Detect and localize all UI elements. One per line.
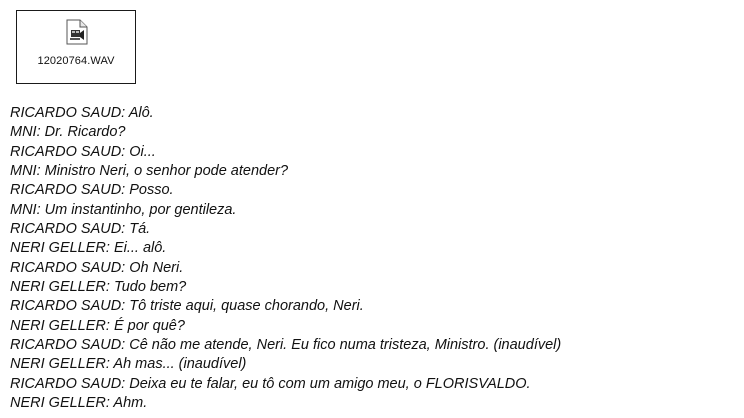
transcript-line: NERI GELLER: Ahm. (10, 395, 148, 412)
audio-file-icon (66, 19, 88, 45)
transcript-line: RICARDO SAUD: Tá. (10, 221, 151, 238)
transcript-line: NERI GELLER: Ah mas... (inaudível) (10, 356, 247, 373)
transcript-line: MNI: Dr. Ricardo? (10, 124, 126, 141)
transcript-line: RICARDO SAUD: Deixa eu te falar, eu tô com um amigo meu, o FLORISVALDO. (10, 375, 531, 392)
transcript-line: NERI GELLER: Ei... alô. (10, 240, 167, 257)
transcript-line: MNI: Ministro Neri, o senhor pode atender? (10, 163, 289, 180)
transcript-line: RICARDO SAUD: Alô. (10, 105, 154, 121)
transcript-line: RICARDO SAUD: Oh Neri. (10, 259, 184, 276)
transcript (10, 104, 740, 414)
audio-file-attachment[interactable] (16, 10, 136, 84)
transcript-line: NERI GELLER: É por quê? (10, 317, 185, 334)
transcript-line: MNI: Um instantinho, por gentileza. (10, 201, 237, 218)
transcript-line: RICARDO SAUD: Tô triste aqui, quase chorando, Neri. (10, 298, 364, 315)
transcript-line: NERI GELLER: Tudo bem? (10, 279, 187, 296)
transcript-line: RICARDO SAUD: Cê não me atende, Neri. Eu fico numa tristeza, Ministro. (inaudível) (10, 337, 562, 354)
transcript-line: RICARDO SAUD: Oi... (10, 143, 156, 160)
transcript-line: RICARDO SAUD: Posso. (10, 182, 174, 199)
attachment-filename: 12020764.WAV (37, 55, 115, 67)
